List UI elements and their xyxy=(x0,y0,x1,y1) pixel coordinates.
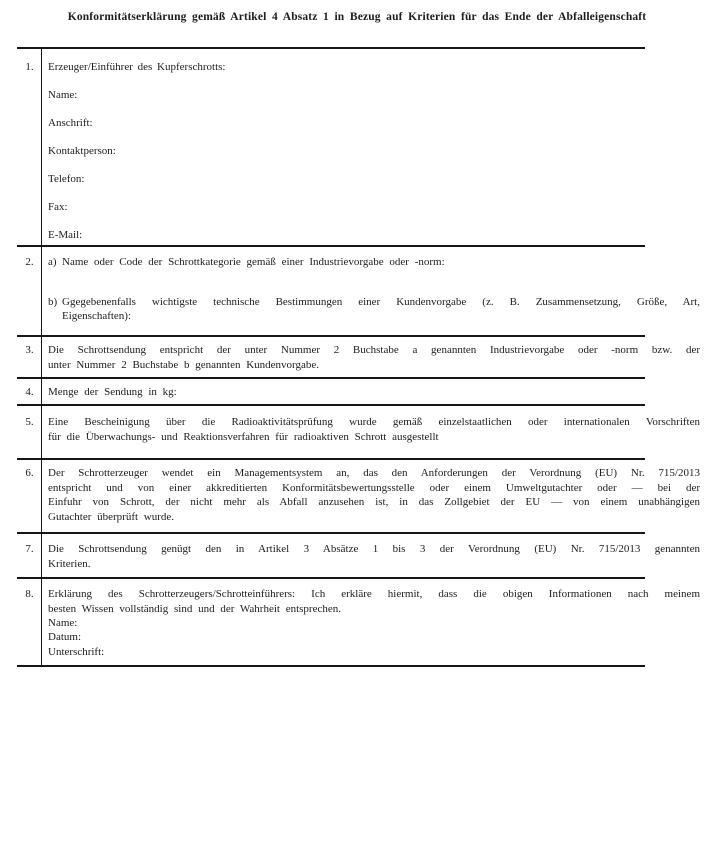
paragraph-line: entspricht und von einer akkreditierten Konformitätsbewertungsstelle oder einem Umweltgutachter oder — bei der xyxy=(48,481,700,494)
declaration-table xyxy=(17,47,700,667)
row-separator-line xyxy=(17,458,645,460)
form-field-label: Menge der Sendung in kg: xyxy=(48,386,177,398)
table-bottom-border xyxy=(17,665,645,667)
paragraph-line: besten Wissen vollständig sind und der Wahrheit entsprechen. xyxy=(48,602,341,615)
row-separator-line xyxy=(17,335,645,337)
paragraph-line: Kriterien. xyxy=(48,557,91,570)
table-row-6 xyxy=(17,458,700,532)
form-field-label: E-Mail: xyxy=(48,229,83,241)
table-row-1 xyxy=(17,47,700,245)
table-row-2 xyxy=(17,245,700,335)
row-number: 5. xyxy=(25,416,34,428)
form-field-label: Anschrift: xyxy=(48,117,93,129)
row-number: 1. xyxy=(25,61,34,73)
form-field-label: Fax: xyxy=(48,201,68,213)
row-content xyxy=(48,255,700,335)
form-field-label: Telefon: xyxy=(48,173,85,185)
paragraph-line: Erklärung des Schrotterzeugers/Schrotteinführers: Ich erkläre hiermit, dass die obigen Informationen nach meinem xyxy=(48,588,700,600)
form-field-label: Erzeuger/Einführer des Kupferschrotts: xyxy=(48,61,226,73)
paragraph-line: Name oder Code der Schrottkategorie gemäß einer Industrievorgabe oder -norm: xyxy=(62,256,445,268)
row-number: 6. xyxy=(25,467,34,479)
row-content xyxy=(48,587,700,667)
list-marker: a) xyxy=(48,256,57,268)
row-content xyxy=(48,385,700,404)
paragraph-line: Eine Bescheinigung über die Radioaktivitätsprüfung wurde gemäß einzelstaatlichen oder internationalen Vorschriften xyxy=(48,416,700,428)
row-separator-line xyxy=(17,377,645,379)
paragraph-line: Die Schrottsendung genügt den in Artikel 3 Absätze 1 bis 3 der Verordnung (EU) Nr. 715/2013 genannten xyxy=(48,543,700,555)
form-field-label: Name: xyxy=(48,89,78,101)
table-row-7 xyxy=(17,532,700,577)
form-field-label: Kontaktperson: xyxy=(48,145,116,157)
row-separator-line xyxy=(17,404,645,406)
row-number: 7. xyxy=(25,543,34,555)
paragraph-line: Einfuhr von Schrott, der nicht mehr als Abfall anzusehen ist, in das Zollgebiet der EU — von einem unabhängigen xyxy=(48,496,700,508)
paragraph-line: Gutachter überprüft wurde. xyxy=(48,510,175,523)
row-number: 3. xyxy=(25,344,34,356)
table-row-5 xyxy=(17,404,700,458)
table-row-8 xyxy=(17,577,700,667)
paragraph-line: Die Schrottsendung entspricht der unter Nummer 2 Buchstabe a genannten Industrievorgabe oder -norm bzw. der xyxy=(48,344,700,356)
row-number: 2. xyxy=(25,256,34,268)
row-content xyxy=(48,466,700,532)
paragraph-line: Eigenschaften): xyxy=(62,310,132,322)
list-item-b xyxy=(48,295,700,324)
paragraph-line: unter Nummer 2 Buchstabe b genannten Kundenvorgabe. xyxy=(48,358,320,371)
table-row-3 xyxy=(17,335,700,377)
row-content xyxy=(48,60,700,245)
document-title: Konformitätserklärung gemäß Artikel 4 Absatz 1 in Bezug auf Kriterien für das Ende der Abfalleigenschaft xyxy=(67,11,647,23)
row-content xyxy=(48,415,700,458)
signature-label: Unterschrift: xyxy=(48,645,105,658)
row-content xyxy=(48,343,700,377)
paragraph-line: für die Überwachungs- und Reaktionsverfahren für radioaktiven Schrott ausgestellt xyxy=(48,430,439,443)
row-separator-line xyxy=(17,245,645,247)
row-separator-line xyxy=(17,577,645,579)
row-separator-line xyxy=(17,532,645,534)
paragraph-line: Der Schrotterzeuger wendet ein Managementsystem an, das den Anforderungen der Verordnung (EU) Nr. 715/2013 xyxy=(48,467,700,479)
list-item-a xyxy=(48,255,700,270)
list-marker: b) xyxy=(48,295,58,308)
row-number: 8. xyxy=(25,588,34,600)
row-content xyxy=(48,542,700,577)
table-row-4 xyxy=(17,377,700,404)
row-number: 4. xyxy=(25,386,34,398)
signature-date-label: Datum: xyxy=(48,631,81,644)
signature-name-label: Name: xyxy=(48,617,78,629)
paragraph-line: Ggegebenenfalls wichtigste technische Bestimmungen einer Kundenvorgabe (z. B. Zusammensetzung, Größe, Art, xyxy=(62,295,700,308)
row-separator-line xyxy=(17,47,645,49)
